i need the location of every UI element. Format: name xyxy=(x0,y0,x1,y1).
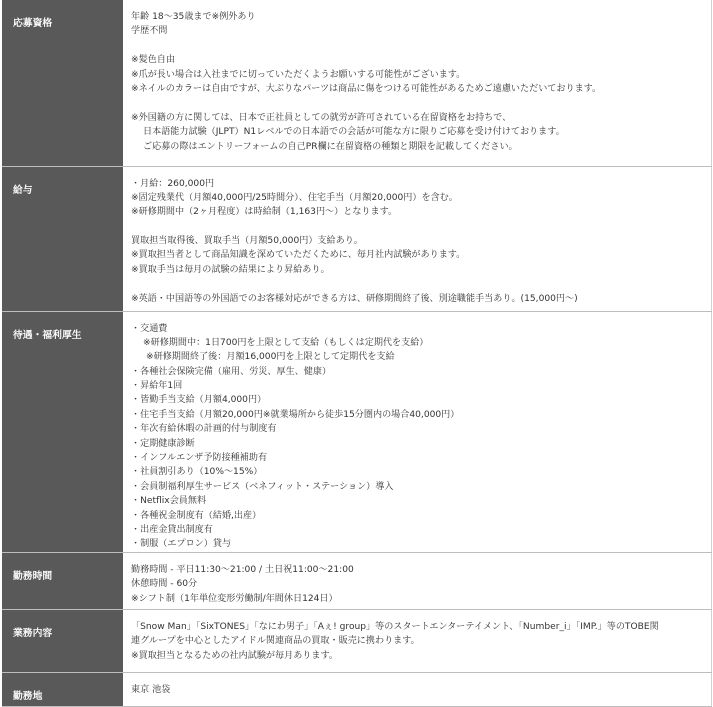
text-line: ・会員制福利厚生サービス（ベネフィット・ステーション）導入 xyxy=(131,481,394,492)
text-line: 日本語能力試験（JLPT）N1レベルでの日本語での会話が可能な方に限りご応募を受け付けております。 xyxy=(143,127,565,138)
text-line: 買取担当取得後、買取手当（月額50,000円）支給あり。 xyxy=(131,236,363,247)
text-line: ※爪が長い場合は入社までに切っていただくようお願いする可能性がございます。 xyxy=(131,69,466,80)
row-work-location xyxy=(2,672,712,706)
text-line: ※買取手当は毎月の試験の結果により昇給あり。 xyxy=(131,264,330,275)
row-label-work-location: 勤務地 xyxy=(2,672,123,706)
row-content-qualifications xyxy=(123,0,712,166)
spacer xyxy=(131,96,703,110)
row-label-benefits: 待遇・福利厚生 xyxy=(2,311,123,552)
row-content-benefits xyxy=(123,311,712,552)
row-salary xyxy=(2,166,712,311)
text-line: 勤務時間 - 平日11:30～21:00 / 土日祝11:00～21:00 xyxy=(131,564,354,575)
row-job-description xyxy=(2,609,712,672)
text-line: ※固定残業代（月額40,000円/25時間分）、住宅手当（月額20,000円）を含む。 xyxy=(131,192,458,203)
text-line: ※髪色自由 xyxy=(131,55,175,66)
row-label-working-hours: 勤務時間 xyxy=(2,552,123,609)
row-working-hours xyxy=(2,552,712,609)
text-line: 連グループを中心としたアイドル関連商品の買取・販売に携わります。 xyxy=(131,636,420,647)
text-line: ※ネイルのカラーは自由ですが、大ぶりなパーツは商品に傷をつける可能性があるためご遠慮いただいております。 xyxy=(131,83,602,94)
job-details-table xyxy=(2,0,712,707)
row-label-salary: 給与 xyxy=(2,166,123,311)
text-line: ・年次有給休暇の計画的付与制度有 xyxy=(131,424,277,435)
row-label-job-description: 業務内容 xyxy=(2,609,123,672)
text-line: ・各種社会保険完備（雇用、労災、厚生、健康） xyxy=(131,366,332,377)
text-line: ・定期健康診断 xyxy=(131,438,195,449)
text-line: ・社員割引あり（10%～15%） xyxy=(131,467,263,478)
text-line: 年齢 18～35歳まで※例外あり xyxy=(131,12,256,22)
row-qualifications xyxy=(2,0,712,166)
text-line: ご応募の際はエントリーフォームの自己PR欄に在留資格の種類と期限を記載してください。 xyxy=(143,141,518,152)
text-line: ※買取担当者として商品知識を深めていただくために、毎月社内試験があります。 xyxy=(131,250,466,261)
text-line: 東京 池袋 xyxy=(131,684,171,695)
text-line: 「Snow Man」「SixTONES」「なにわ男子」「Aぇ! group」等のスタートエンターテイメント、「Number_i」「IMP.」等のTOBE関 xyxy=(131,621,659,632)
text-line: ・出産金貸出制度有 xyxy=(131,524,213,535)
text-line: ※研修期間中：1日700円を上限として支給（もしくは定期代を支給） xyxy=(143,337,429,348)
text-line: ・住宅手当支給（月額20,000円※就業場所から徒歩15分圏内の場合40,000円） xyxy=(131,409,460,420)
text-line: 学歴不問 xyxy=(131,26,168,37)
text-line: ※シフト制（1年単位変形労働制/年間休日124日） xyxy=(131,593,338,604)
text-line: ・各種祝金制度有（結婚,出産） xyxy=(131,510,262,521)
text-line: ・月給：260,000円 xyxy=(131,178,215,189)
text-line: ※買取担当となるための社内試験が毎月あります。 xyxy=(131,650,338,661)
text-line: ・インフルエンザ予防接種補助有 xyxy=(131,453,268,464)
row-label-qualifications: 応募資格 xyxy=(2,0,123,166)
spacer xyxy=(131,220,703,234)
text-line: ・皆勤手当支給（月額4,000円） xyxy=(131,395,267,406)
text-line: ・制服（エプロン）貸与 xyxy=(131,539,232,550)
text-line: ・交通費 xyxy=(131,323,168,334)
row-content-working-hours xyxy=(123,552,712,609)
row-benefits xyxy=(2,311,712,552)
text-line: ※研修期間中（2ヶ月程度）は時給制（1,163円～）となります。 xyxy=(131,207,398,218)
spacer xyxy=(131,277,703,291)
text-line: ・昇給年1回 xyxy=(131,381,183,392)
row-content-salary xyxy=(123,166,712,311)
spacer xyxy=(131,39,703,53)
row-content-work-location xyxy=(123,672,712,706)
text-line: ※研修期間終了後：月額16,000円を上限として定期代を支給 xyxy=(146,352,395,363)
text-line: ※英語・中国語等の外国語でのお客様対応ができる方は、研修期間終了後、別途職能手当あり。(15,000円～) xyxy=(131,293,578,304)
row-content-job-description xyxy=(123,609,712,672)
text-line: ・Netflix会員無料 xyxy=(131,496,207,507)
text-line: ※外国籍の方に関しては、日本で正社員としての就労が許可されている在留資格をお持ちで、 xyxy=(131,112,512,123)
text-line: 休憩時間 - 60分 xyxy=(131,579,198,590)
